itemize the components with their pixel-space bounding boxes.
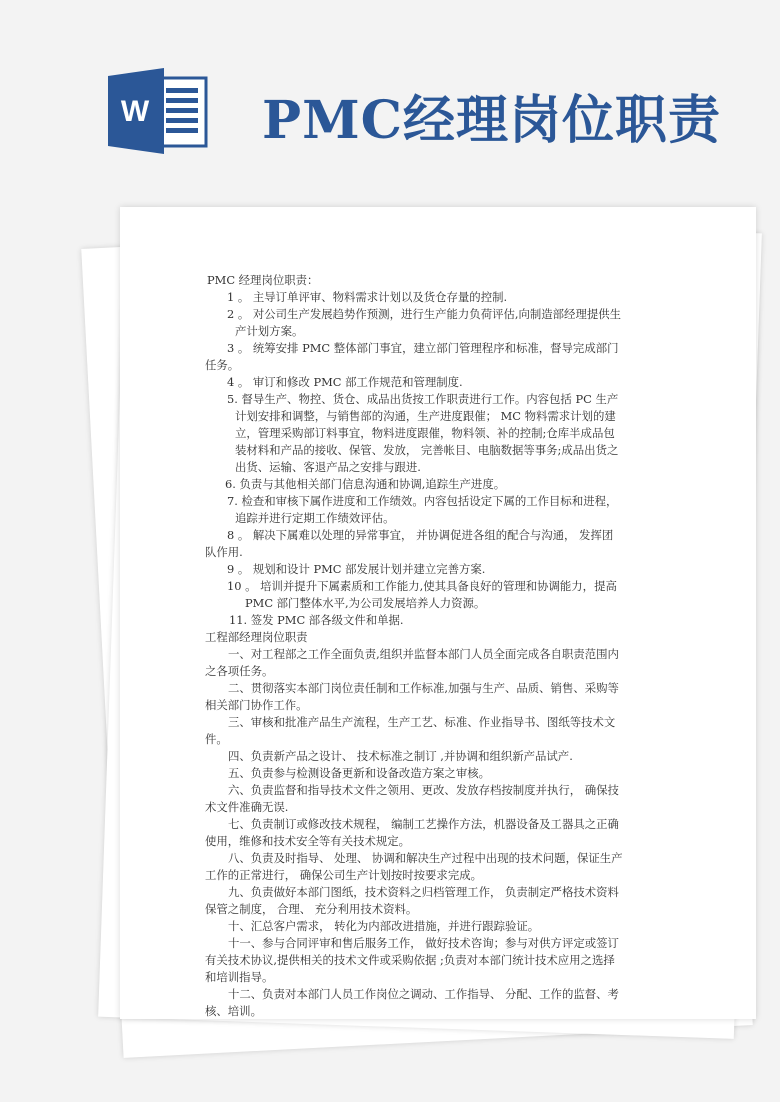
list-item: 九、负责做好本部门图纸，技术资料之归档管理工作， 负责制定严格技术资料保管之制度， 合理、 充分利用技术资料。 — [205, 885, 619, 916]
page-title: PMC经理岗位职责 — [262, 90, 722, 151]
list-item: 6. 负责与其他相关部门信息沟通和协调,追踪生产进度。 — [225, 477, 506, 491]
section-heading: PMC 经理岗位职责： — [207, 273, 319, 287]
document-body — [205, 272, 623, 1020]
list-item: 八、负责及时指导、 处理、 协调和解决生产过程中出现的技术问题，保证生产工作的正常进行， 确保公司生产计划按时按要求完成。 — [205, 851, 623, 882]
list-item: 4 。 审订和修改 PMC 部工作规范和管理制度. — [227, 375, 463, 389]
list-item: 9 。 规划和设计 PMC 部发展计划并建立完善方案. — [227, 562, 486, 576]
list-item: 5. 督导生产、物控、货仓、成品出货按工作职责进行工作。内容包括 PC 生产计划安排和调整，与销售部的沟通，生产进度跟催； MC 物料需求计划的建立，管理采购部订料事宜，物料进度跟催，物料领、补的控制;仓库半成品包装材料和产品的接收、保管、发放， 完善帐目、电脑数据等事务;成品出货之出货、运输、客退产品之安排与跟进. — [227, 392, 619, 474]
section-heading: 工程部经理岗位职责 — [205, 630, 308, 644]
list-item: 11. 签发 PMC 部各级文件和单据. — [229, 613, 404, 627]
list-item: 十二、负责对本部门人员工作岗位之调动、工作指导、 分配、工作的监督、考核、培训。 — [205, 987, 619, 1018]
word-document-icon — [108, 68, 208, 154]
list-item: 五、负责参与检测设备更新和设备改造方案之审核。 — [228, 766, 490, 780]
list-item: 7. 检查和审核下属作进度和工作绩效。内容包括设定下属的工作目标和进程， 追踪并进行定期工作绩效评估。 — [227, 494, 618, 525]
list-item: 3 。 统筹安排 PMC 整体部门事宜，建立部门管理程序和标准，督导完成部门任务。 — [205, 341, 619, 372]
list-item: 四、负责新产品之设计、 技术标准之制订 ,并协调和组织新产品试产. — [228, 749, 573, 763]
list-item: 10 。 培训并提升下属素质和工作能力,使其具备良好的管理和协调能力，提高 PMC 部门整体水平,为公司发展培养人力资源。 — [227, 579, 617, 610]
list-item: 一、对工程部之工作全面负责,组织并监督本部门人员全面完成各自职责范围内之各项任务。 — [205, 647, 619, 678]
list-item: 十一、参与合同评审和售后服务工作， 做好技术咨询；参与对供方评定或签订有关技术协议,提供相关的技术文件或采购依据 ;负责对本部门统计技术应用之选择和培训指导。 — [205, 936, 619, 984]
list-item: 2 。 对公司生产发展趋势作预测，进行生产能力负荷评估,向制造部经理提供生产计划方案。 — [227, 307, 622, 338]
list-item: 六、负责监督和指导技术文件之领用、更改、发放存档按制度并执行， 确保技术文件准确无误. — [205, 783, 619, 814]
list-item: 十、汇总客户需求， 转化为内部改进措施，并进行跟踪验证。 — [228, 919, 540, 933]
svg-text:W: W — [120, 95, 150, 128]
list-item: 七、负责制订或修改技术规程， 编制工艺操作方法，机器设备及工器具之正确使用，维修和技术安全等有关技术规定。 — [205, 817, 619, 848]
list-item: 二、贯彻落实本部门岗位责任制和工作标准,加强与生产、品质、销售、采购等相关部门协作工作。 — [205, 681, 619, 712]
header — [0, 0, 780, 190]
list-item: 8 。 解决下属难以处理的异常事宜， 并协调促进各组的配合与沟通， 发挥团队作用. — [205, 528, 614, 559]
list-item: 1 。 主导订单评审、物料需求计划以及货仓存量的控制. — [227, 290, 508, 304]
list-item: 三、审核和批准产品生产流程，生产工艺、标准、作业指导书、图纸等技术文件。 — [205, 715, 616, 746]
